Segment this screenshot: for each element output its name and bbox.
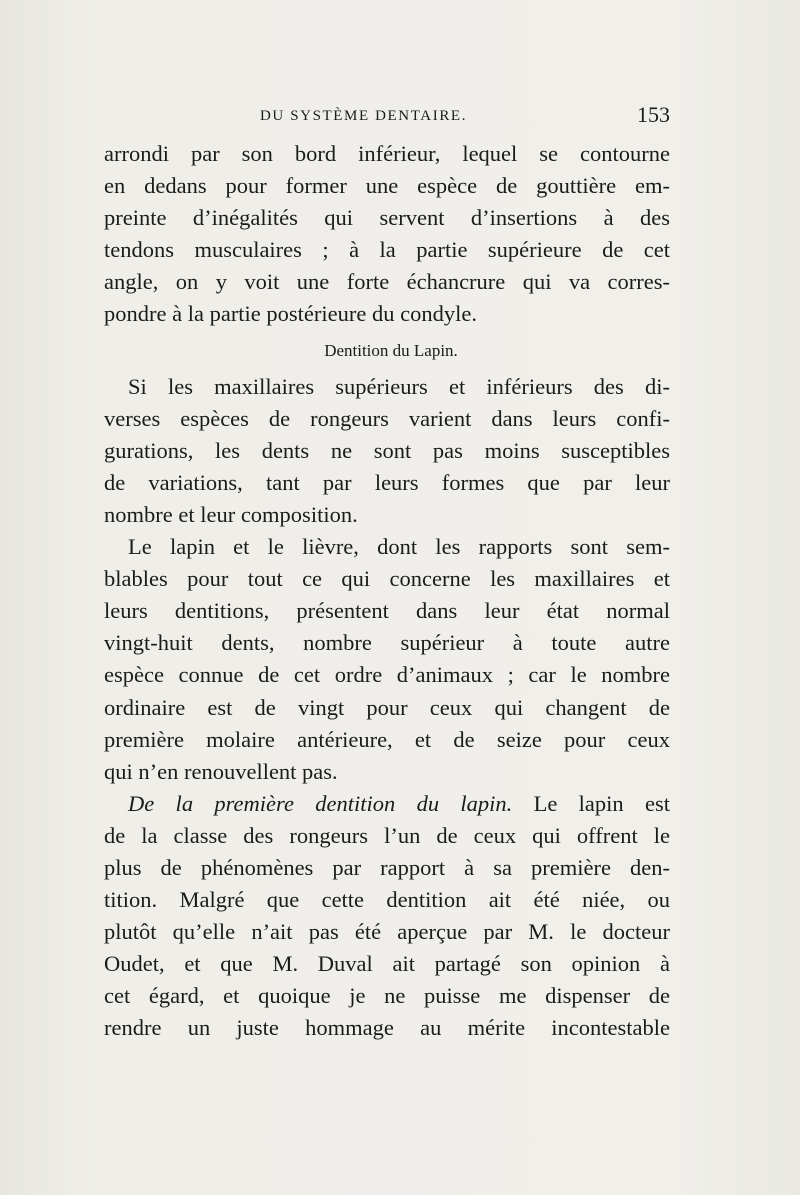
text-line: vingt-huit dents, nombre supérieur à toute autre xyxy=(104,630,670,656)
text-line: pondre à la partie postérieure du condyle. xyxy=(104,301,477,327)
text-line: de la classe des rongeurs l’un de ceux qui offrent le xyxy=(104,822,670,848)
italic-subheading: De la première dentition du lapin. xyxy=(128,790,513,816)
section-heading: Dentition du Lapin. xyxy=(324,340,458,360)
text-line: verses espèces de rongeurs varient dans leurs confi- xyxy=(104,405,670,431)
text-line: de variations, tant par leurs formes que par leur xyxy=(104,469,670,495)
text-line: angle, on y voit une forte échancrure qui va corres- xyxy=(104,269,670,295)
text-line: Le lapin et le lièvre, dont les rapports sont sem- xyxy=(128,534,670,560)
page-number: 153 xyxy=(637,102,670,127)
text-line xyxy=(104,788,670,820)
text-line: leurs dentitions, présentent dans leur état normal xyxy=(104,598,670,624)
text-line: cet égard, et quoique je ne puisse me dispenser de xyxy=(104,983,670,1009)
text-line: ordinaire est de vingt pour ceux qui changent de xyxy=(104,694,670,720)
text-line: Si les maxillaires supérieurs et inférieurs des di- xyxy=(128,373,670,399)
text-line: arrondi par son bord inférieur, lequel se contourne xyxy=(104,141,670,166)
text-line: qui n’en renouvellent pas. xyxy=(104,758,338,784)
text-line: première molaire antérieure, et de seize pour ceux xyxy=(104,726,670,752)
text-line: espèce connue de cet ordre d’animaux ; car le nombre xyxy=(104,662,670,688)
text-line: plus de phénomènes par rapport à sa première den- xyxy=(104,854,670,880)
text-line: plutôt qu’elle n’ait pas été aperçue par M. le docteur xyxy=(104,919,670,945)
running-title: DU SYSTÈME DENTAIRE. xyxy=(260,108,468,124)
text-line: rendre un juste hommage au mérite incontestable xyxy=(104,1015,670,1041)
text-line: preinte d’inégalités qui servent d’insertions à des xyxy=(104,205,670,231)
text-run: Le lapin est xyxy=(512,790,670,816)
text-line: Oudet, et que M. Duval ait partagé son opinion à xyxy=(104,951,670,977)
body-text xyxy=(104,138,670,1045)
text-line: en dedans pour former une espèce de gouttière em- xyxy=(104,173,670,199)
text-line: blables pour tout ce qui concerne les maxillaires et xyxy=(104,566,670,592)
text-line: tendons musculaires ; à la partie supérieure de cet xyxy=(104,237,670,263)
text-line: gurations, les dents ne sont pas moins susceptibles xyxy=(104,437,670,463)
text-line: tition. Malgré que cette dentition ait été niée, ou xyxy=(104,887,670,913)
running-head xyxy=(104,104,672,132)
text-line: nombre et leur composition. xyxy=(104,501,358,527)
